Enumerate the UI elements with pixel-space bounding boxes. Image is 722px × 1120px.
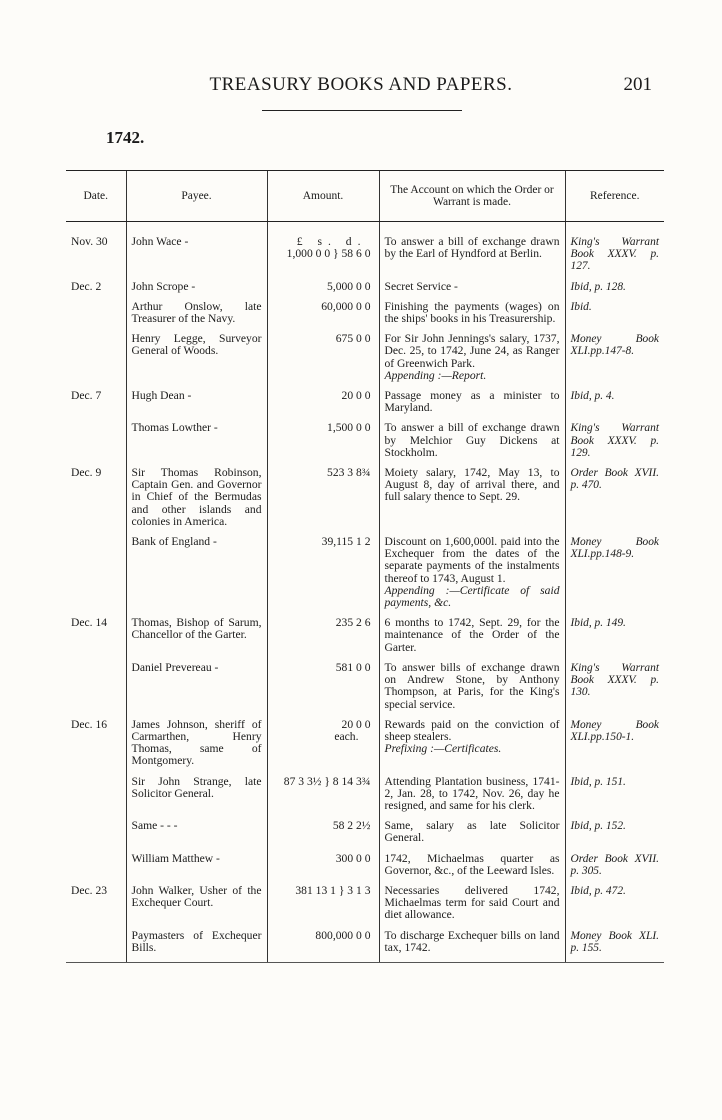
entry-reference: Order Book XVII. p. 305. <box>565 850 664 882</box>
entry-account: Same, salary as late Solicitor General. <box>379 817 565 849</box>
entry-amount: 235 2 6 <box>267 614 379 659</box>
table-row <box>66 773 664 818</box>
entry-reference: King's Warrant Book XXXV. p. 129. <box>565 419 664 464</box>
table-row <box>66 614 664 659</box>
entry-amount: 20 0 0 <box>267 387 379 419</box>
entry-date <box>66 419 126 464</box>
entry-amount: 675 0 0 <box>267 330 379 387</box>
entry-amount: 523 3 8¾ <box>267 464 379 533</box>
entry-date <box>66 773 126 818</box>
column-header-payee: Payee. <box>126 171 267 222</box>
entry-amount-cell <box>267 716 379 773</box>
entry-payee: Same - - - <box>126 817 267 849</box>
entry-date <box>66 298 126 330</box>
entry-date <box>66 850 126 882</box>
column-header-amount: Amount. <box>267 171 379 222</box>
entry-payee: Thomas Lowther - <box>126 419 267 464</box>
entry-account-cell <box>379 533 565 614</box>
entry-reference: King's Warrant Book XXXV. p. 127. <box>565 222 664 278</box>
entry-account: Passage money as a minister to Maryland. <box>379 387 565 419</box>
entry-payee: Sir John Strange, late Solicitor General. <box>126 773 267 818</box>
entry-payee: John Scrope - <box>126 278 267 298</box>
entry-date <box>66 659 126 716</box>
entry-amount: 87 3 3½ } 8 14 3¾ <box>267 773 379 818</box>
entry-date: Dec. 16 <box>71 717 108 731</box>
entry-payee: Paymasters of Exchequer Bills. <box>126 927 267 963</box>
lsd-column-header: £ s. d. <box>296 235 367 248</box>
header-rule <box>262 110 462 111</box>
entry-reference: Ibid. <box>565 298 664 330</box>
entry-account-cell <box>379 716 565 773</box>
entry-account: To discharge Exchequer bills on land tax, 1742. <box>379 927 565 963</box>
table-row <box>66 533 664 614</box>
entry-account-note: Appending :—Certificate of said payments, &c. <box>384 583 560 610</box>
entry-account: For Sir John Jennings's salary, 1737, Dec. 25, to 1742, June 24, as Ranger of Greenwich Park. <box>384 332 560 370</box>
entry-amount-cell <box>267 222 379 278</box>
entry-amount: 60,000 0 0 <box>267 298 379 330</box>
entry-reference: Money Book XLI.pp.150-1. <box>565 716 664 773</box>
entry-account-cell <box>379 330 565 387</box>
entry-account: Necessaries delivered 1742, Michaelmas term for said Court and diet allowance. <box>379 882 565 927</box>
entry-payee: Henry Legge, Surveyor General of Woods. <box>126 330 267 387</box>
entry-reference: Money Book XLI.pp.147-8. <box>565 330 664 387</box>
entry-amount: 1,500 0 0 <box>267 419 379 464</box>
entry-amount: 20 0 0 <box>341 717 371 731</box>
column-header-date: Date. <box>66 171 126 222</box>
entry-reference: Ibid, p. 4. <box>565 387 664 419</box>
entry-payee: John Wace - <box>126 222 267 278</box>
column-header-account: The Account on which the Order or Warrant is made. <box>379 171 565 222</box>
entry-amount-note: each. <box>334 729 359 743</box>
entry-account: To answer bills of exchange drawn on Andrew Stone, by Anthony Thompson, at Paris, for the King's special service. <box>379 659 565 716</box>
entry-date: Dec. 7 <box>71 389 102 403</box>
entry-date: Dec. 14 <box>71 616 108 630</box>
entry-reference: Ibid, p. 128. <box>565 278 664 298</box>
entry-payee: John Walker, Usher of the Exchequer Court. <box>126 882 267 927</box>
entry-account: Rewards paid on the conviction of sheep stealers. <box>384 717 560 743</box>
entry-date: Dec. 2 <box>71 279 102 293</box>
entry-account: Secret Service - <box>379 278 565 298</box>
entry-date <box>66 330 126 387</box>
entry-payee: Arthur Onslow, late Treasurer of the Navy. <box>126 298 267 330</box>
table-row <box>66 716 664 773</box>
entry-amount: 581 0 0 <box>267 659 379 716</box>
entry-date: Dec. 9 <box>71 466 102 480</box>
entry-payee: Thomas, Bishop of Sarum, Chancellor of the Garter. <box>126 614 267 659</box>
ledger-table <box>66 170 664 963</box>
entry-amount: 800,000 0 0 <box>267 927 379 963</box>
entry-reference: Ibid, p. 152. <box>565 817 664 849</box>
page-title: TREASURY BOOKS AND PAPERS. <box>209 74 513 95</box>
table-row <box>66 278 664 298</box>
entry-date <box>66 533 126 614</box>
entry-account: 1742, Michaelmas quarter as Governor, &c., of the Leeward Isles. <box>379 850 565 882</box>
table-row <box>66 927 664 963</box>
entry-reference: Money Book XLI.pp.148-9. <box>565 533 664 614</box>
entry-amount: 381 13 1 } 3 1 3 <box>267 882 379 927</box>
table-row <box>66 659 664 716</box>
table-row <box>66 882 664 927</box>
entry-date: Dec. 23 <box>71 883 108 897</box>
entry-account: Finishing the payments (wages) on the ships' books in his Treasurership. <box>379 298 565 330</box>
table-row <box>66 330 664 387</box>
column-header-reference: Reference. <box>565 171 664 222</box>
entry-account-note: Prefixing :—Certificates. <box>384 742 502 756</box>
table-row <box>66 222 664 278</box>
entry-reference: Money Book XLI. p. 155. <box>565 927 664 963</box>
table-row <box>66 387 664 419</box>
entry-account: Moiety salary, 1742, May 13, to August 8, day of arrival there, and full salary thence to Sept. 29. <box>379 464 565 533</box>
entry-amount: 58 2 2½ <box>267 817 379 849</box>
entry-amount: 1,000 0 0 } 58 6 0 <box>286 247 371 261</box>
entry-reference: Ibid, p. 149. <box>565 614 664 659</box>
year-heading: 1742. <box>106 128 145 147</box>
entry-amount: 5,000 0 0 <box>267 278 379 298</box>
entry-date <box>66 817 126 849</box>
entry-payee: William Matthew - <box>126 850 267 882</box>
entry-reference: King's Warrant Book XXXV. p. 130. <box>565 659 664 716</box>
entry-date <box>66 927 126 963</box>
table-row <box>66 850 664 882</box>
entry-amount: 300 0 0 <box>267 850 379 882</box>
entry-account: To answer a bill of exchange drawn by Melchior Guy Dickens at Stockholm. <box>379 419 565 464</box>
entry-date: Nov. 30 <box>71 235 108 248</box>
entry-reference: Order Book XVII. p. 470. <box>565 464 664 533</box>
entry-payee: Bank of England - <box>126 533 267 614</box>
entry-account: To answer a bill of exchange drawn by the Earl of Hyndford at Berlin. <box>379 222 565 278</box>
entry-payee: Sir Thomas Robinson, Captain Gen. and Governor in Chief of the Bermudas and other islands and colonies in America. <box>126 464 267 533</box>
table-row <box>66 464 664 533</box>
entry-payee: Daniel Prevereau - <box>126 659 267 716</box>
entry-account: 6 months to 1742, Sept. 29, for the maintenance of the Order of the Garter. <box>379 614 565 659</box>
page-number: 201 <box>623 74 652 95</box>
running-head <box>0 74 722 98</box>
entry-account-note: Appending :—Report. <box>384 368 487 382</box>
entry-payee: Hugh Dean - <box>126 387 267 419</box>
table-row <box>66 298 664 330</box>
entry-amount: 39,115 1 2 <box>267 533 379 614</box>
table-header-row <box>66 171 664 222</box>
entry-reference: Ibid, p. 151. <box>565 773 664 818</box>
table-row <box>66 817 664 849</box>
table-row <box>66 419 664 464</box>
entry-account: Discount on 1,600,000l. paid into the Exchequer from the dates of the separate payments of the instalments thereof to 1743, August 1. <box>384 535 560 585</box>
entry-reference: Ibid, p. 472. <box>565 882 664 927</box>
entry-account: Attending Plantation business, 1741-2, Jan. 28, to 1742, Nov. 26, day he resigned, and same for his clerk. <box>379 773 565 818</box>
entry-payee: James Johnson, sheriff of Carmarthen, Henry Thomas, same of Montgomery. <box>126 716 267 773</box>
